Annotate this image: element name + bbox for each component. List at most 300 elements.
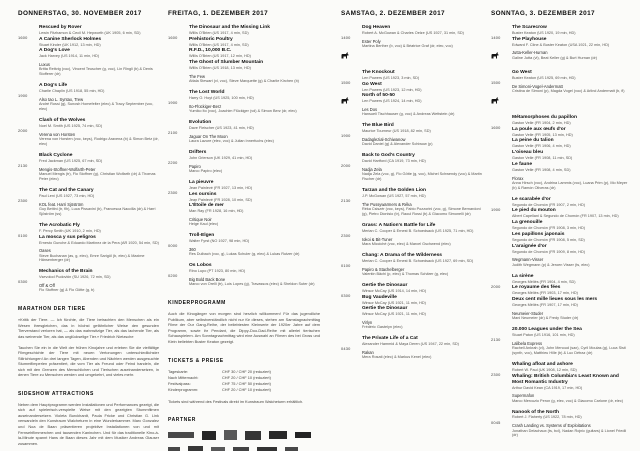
time-gutter — [491, 327, 512, 356]
film-title: Whaling afloat and ashore — [512, 361, 573, 367]
film-entry — [189, 233, 320, 244]
film-title: The Blue Bird — [362, 123, 394, 129]
film-entry — [39, 188, 159, 199]
live-music-act — [39, 97, 159, 112]
screening-time: 2000 — [18, 128, 28, 134]
section-paragraph: «Kritik der Tiere. — Ich fürchte, die Tiere betrachten den Menschen als ein Wesen ihresgleichen, das in höchst gefährlicher Weise den gesunden Tierverstand verloren hat, — als das wahnwitzige Tier, als das lachende Tier, als das weinende Tier, als das unglückselige Tier.» Friedrich Nietzsche — [18, 317, 159, 339]
film-title: La poule aux œufs d'or — [512, 126, 566, 132]
film-title: Rescued by Rover — [39, 25, 82, 30]
live-music-act — [362, 167, 482, 182]
music-act-credit: Judith Wegmann (p) & Jeroen Visser (ts, elec) — [512, 262, 590, 267]
time-gutter — [341, 70, 362, 117]
film-title: Deux cent mille lieues sous les mers — [512, 297, 598, 303]
music-act-credit: Res Dulbach (voc, g), Lukas Schuler (g, elec) & Lukas Rutzer (dr) — [189, 252, 300, 257]
music-act-name: Les Dos — [362, 107, 378, 113]
live-music-act — [362, 137, 482, 147]
program-slot — [491, 410, 631, 439]
info-section — [168, 358, 320, 405]
film-title: Mechanics of the Brain — [39, 269, 93, 275]
film-title: Bug Vaudeville — [362, 294, 397, 300]
kids-icon-wrap — [491, 46, 512, 64]
film-entry — [362, 223, 482, 234]
film-entry — [189, 150, 320, 161]
film-credit: Merian C. Cooper & Ernest B. Schoedsack (US 1927, 69 min, SD) — [362, 259, 474, 264]
program-slot — [341, 223, 482, 247]
film-entry — [512, 410, 631, 421]
film-entry — [512, 374, 631, 391]
film-credit: Willis O'Brien (US 1917, 4 min, SD) — [189, 30, 249, 35]
slot-body — [189, 25, 320, 84]
film-title: Troll-Elgen — [189, 233, 215, 239]
film-entry — [39, 83, 159, 94]
program-slot — [18, 25, 159, 77]
music-act-name: Big Bold Back Bone — [189, 277, 226, 283]
program-slot — [341, 153, 482, 182]
screening-time: 2130 — [491, 336, 501, 342]
screening-time: 1900 — [341, 133, 351, 139]
music-act-credit: Mera Rosati (elec) & Markus Kenel (elec) — [362, 355, 432, 360]
film-entry — [512, 232, 631, 243]
music-act-name: Supermafon — [512, 393, 535, 399]
live-music-act — [39, 248, 159, 263]
live-music-act — [39, 283, 159, 293]
film-entry — [512, 208, 631, 219]
film-title: Le pied du mouton — [512, 208, 556, 214]
slot-body — [512, 115, 631, 191]
film-credit: Gaston Velle (FR 1908, 11 min, SD) — [512, 156, 573, 161]
live-music-act — [189, 104, 320, 114]
screening-time: 0045 — [491, 419, 501, 425]
film-title: Go West — [512, 70, 532, 75]
music-act-name: KOL feat. Harri Sjöström — [39, 201, 84, 207]
program-slot — [168, 263, 320, 287]
time-gutter — [341, 188, 362, 217]
film-credit: Albert Capellani & Segundo de Chomón (FR 1907, 13 min, HD) — [512, 214, 619, 219]
film-title: La mosca y sus peligros — [39, 234, 96, 240]
music-act-credit: Mani Neumeier (dr) & Fredy Studer (dr) — [512, 316, 579, 321]
film-title: L'oiseau bleu — [512, 150, 544, 156]
live-music-act — [512, 84, 631, 94]
music-act-credit: Frédéric Gastelyn (elec) — [362, 325, 403, 330]
program-slot — [491, 197, 631, 268]
film-title: L'Étoile de mer — [189, 203, 224, 209]
program-slot — [18, 269, 159, 293]
music-act-credit: Attala Stewart (vl, voc), Steve Marquette (g) & Charlie Kirchen (b) — [189, 79, 299, 84]
film-credit: Gaston Velle (FR 1905, 13 min, HD) — [512, 132, 573, 137]
slot-body — [39, 269, 159, 293]
screening-time: 0000 — [168, 243, 178, 249]
live-music-act — [512, 176, 631, 191]
music-act-name: Ester Poly — [362, 38, 381, 44]
time-gutter — [491, 70, 512, 109]
screening-time: 1500 — [341, 80, 351, 85]
film-entry — [512, 220, 631, 231]
music-act-name: Iokoi & Bit-Tuner — [362, 236, 393, 242]
kinderprogramm-dog-icon — [341, 97, 349, 104]
program-slot — [18, 83, 159, 112]
film-credit: Winsor McCay (US 1921, 11 min, HD) — [362, 300, 426, 305]
music-act-name: Jutta-Keller-Hurnan — [512, 50, 548, 56]
time-gutter — [18, 188, 39, 217]
program-slot — [491, 362, 631, 404]
film-title: Le faune — [512, 161, 533, 167]
music-act-credit: Réka Csiszér (voc, keys), Fabio Pozzorini (voc, g), Simone Bernardoni (g), Pietro Dionisio (tr), Raoul Rossi (b) & Giacomo Simonelli (dr) — [362, 207, 481, 217]
kids-icon-wrap — [341, 91, 362, 109]
film-title: Os Lobos — [189, 263, 212, 269]
section-heading: SIDESHOW ATTRACTIONS — [18, 390, 94, 397]
film-entry — [189, 192, 320, 203]
screening-time: 2300 — [168, 189, 178, 195]
film-credit: Stuart Paton (US 1916, 101 min, HD) — [512, 332, 575, 337]
partner-logo — [224, 430, 237, 440]
slot-body — [362, 223, 482, 247]
time-gutter — [18, 25, 39, 77]
music-act-credit: Martina Berther (b, voc) & Béatrice Graf (dr, elec, voc) — [362, 44, 453, 49]
program-slot — [341, 25, 482, 64]
film-entry — [39, 269, 159, 280]
info-section — [168, 417, 320, 451]
music-act-name: Luxus — [39, 62, 50, 68]
music-act-credit: Marco Papiro (elec) — [189, 169, 223, 174]
film-credit: Stuart Kinder (UK 1912, 13 min, HD) — [39, 42, 101, 47]
program-slot — [341, 253, 482, 277]
film-title: A Canine Sherlock Holmes — [39, 36, 102, 42]
music-act-credit: Helge Kaul (elec) — [189, 222, 219, 227]
film-credit: Georges Méliès (FR 1903, 17 min, HD) — [512, 291, 578, 296]
film-title: Les oursins — [189, 191, 217, 197]
music-act-name: Florax — [512, 175, 524, 181]
section-heading: TICKETS & PREISE — [168, 357, 224, 364]
partner-logo-grid — [168, 430, 318, 451]
film-credit: Maurice Tourneur (US 1918, 82 min, SD) — [362, 129, 431, 134]
day-title: SAMSTAG, 2. DEZEMBER 2017 — [341, 10, 445, 17]
slot-body — [362, 123, 482, 147]
film-title: The Ghost of Slumber Mountain — [189, 60, 264, 66]
slot-body — [189, 90, 320, 114]
film-title: The Cat and the Canary — [39, 187, 94, 193]
film-entry — [512, 25, 631, 36]
day-column — [168, 10, 320, 451]
film-title: R.F.D., 10,000 B.C. — [189, 48, 232, 54]
screening-time: 2130 — [341, 198, 351, 204]
program-slot — [341, 283, 482, 330]
film-title: Nanook of the North — [512, 409, 560, 415]
ticket-price: CHF 20 / CHF 10 (reduziert) — [222, 374, 271, 380]
film-entry — [362, 295, 482, 306]
slot-body — [189, 180, 320, 227]
live-music-act — [189, 74, 320, 84]
program-slot — [18, 153, 159, 182]
film-entry — [362, 306, 482, 317]
slot-body — [189, 263, 320, 287]
film-entry — [362, 253, 482, 264]
film-entry — [189, 120, 320, 131]
music-act-credit: Cristina de Simoni (p), Magda Vogel (voc) & Arlind Andermatt (b, fl) — [512, 89, 625, 94]
music-act-name: Virlyn — [362, 320, 373, 326]
program-slot — [168, 180, 320, 227]
slot-body — [512, 274, 631, 321]
music-act-credit: Galine Jutta (vl), Beat Keller (g) & Burt Hurnan (dr) — [512, 55, 598, 60]
partner-logo — [269, 431, 287, 439]
film-credit: Noel M. Smith (US 1925, 74 min, SD) — [39, 124, 103, 129]
film-credit: Winsor McCay (US 1914, 14 min, HD) — [362, 288, 427, 293]
film-entry — [512, 285, 631, 296]
music-act-credit: Guy Bettini (tr, flh), Luca Pissavini (b), Francesca Naccilla (dr) & Harri Sjöström (ss) — [39, 206, 156, 216]
film-title: The Knockout — [362, 70, 395, 75]
music-act-name: Papiro & Stachelberger — [362, 266, 405, 272]
film-credit: Segundo de Chomón (FR 1909, 8 min, HD) — [512, 249, 586, 254]
film-title: La peine du talion — [512, 138, 554, 144]
film-credit: Len Powers (US 1923, 12 min, HD) — [362, 87, 422, 92]
film-credit: Arthur David Kean (CA 1919, 17 min, HD) — [512, 385, 583, 390]
music-act-credit: Hansueli Tischhauser (g, voc) & Andreas Wettstein (dr) — [362, 112, 455, 117]
film-credit: Alexander Hammid & Maya Deren (US 1947, 22 min, SD) — [362, 342, 459, 347]
kids-icon-wrap — [491, 91, 512, 109]
music-act-name: Wegmann-Visser — [512, 257, 544, 263]
time-gutter — [491, 362, 512, 404]
music-act-name: Oases — [39, 248, 51, 254]
music-act-name: Jaguar On The Moon — [189, 133, 228, 139]
music-act-name: Off & Off — [39, 283, 55, 289]
ticket-label: Nach Mitternacht: — [168, 374, 199, 380]
film-entry — [362, 93, 482, 104]
slot-body — [512, 410, 631, 439]
film-credit: Jack Harvey (US 1914, 11 min, HD) — [39, 54, 100, 59]
film-credit: Dave Fleischer (US 1923, 41 min, HD) — [189, 126, 254, 131]
time-gutter — [168, 263, 189, 287]
film-credit: Willis O'Brien (US 1917, 4 min, SD) — [189, 42, 249, 47]
day-column — [491, 10, 631, 444]
screening-time: 1600 — [168, 35, 178, 40]
film-credit: Walter Fyrst (NO 1927, 98 min, HD) — [189, 239, 250, 244]
music-act-credit: Anna Hirsch (voc), Andrina Lammis (voc), Luana Prim (p), Mo Meyer (b) & Ramón Oliveras (dr) — [512, 180, 628, 190]
program-slot — [491, 274, 631, 321]
music-act-credit: Marco Mercuzio Peron (g, elec, voc) & Giacomo Carlone (dr, elec) — [512, 398, 623, 403]
film-entry — [512, 37, 631, 48]
film-title: Evolution — [189, 120, 212, 126]
screening-time: 2130 — [18, 163, 28, 169]
music-act-name: Dadaglezial-Schiwanow — [362, 137, 406, 143]
music-act-name: Lalibela Express — [512, 340, 543, 346]
day-title: SONNTAG, 3. DEZEMBER 2017 — [491, 10, 595, 17]
film-entry — [512, 115, 631, 126]
film-title: Prehistoric Poultry — [189, 36, 233, 42]
screening-time: 1400 — [341, 35, 351, 40]
live-music-act — [362, 237, 482, 247]
partner-logo — [168, 447, 180, 451]
film-entry — [189, 203, 320, 214]
film-entry — [512, 327, 631, 338]
film-title: La sirène — [512, 273, 534, 279]
slot-body — [39, 153, 159, 182]
live-music-act — [39, 202, 159, 217]
time-gutter — [168, 90, 189, 114]
partner-logo — [295, 432, 311, 438]
film-credit: Merian C. Cooper & Ernest B. Schoedsack (US 1925, 71 min, HD) — [362, 229, 474, 234]
film-title: A Dog's Love — [39, 48, 70, 54]
music-act-credit: Steve Buchanan (as, g, elec), Emre Sarigöl (b, elec) & Maxime Hänsenberger (dr) — [39, 253, 145, 263]
film-credit: David Hartford (CA 1919, 73 min, HD) — [362, 159, 426, 164]
time-gutter — [18, 269, 39, 293]
program-slot — [168, 120, 320, 144]
film-entry — [512, 150, 631, 161]
film-title: Tarzan and the Golden Lion — [362, 188, 427, 194]
screening-time: 1400 — [491, 35, 501, 40]
music-act-credit: Verena von Horsten (voc, keys), Rodrigo Aravena (b) & Simon Betz (dr, elec) — [39, 137, 159, 147]
film-entry — [39, 25, 159, 36]
film-entry — [362, 153, 482, 164]
slot-body — [39, 25, 159, 77]
live-music-act — [39, 167, 159, 182]
film-title: 20.000 Leagues under the Sea — [512, 326, 582, 332]
kids-icon-wrap — [341, 46, 362, 64]
time-gutter — [341, 25, 362, 64]
screening-time: 0300 — [341, 293, 351, 298]
slot-body — [39, 223, 159, 264]
day-column — [341, 10, 482, 366]
film-entry — [512, 197, 631, 208]
film-entry — [39, 153, 159, 164]
film-credit: Fred Jackman (US 1925, 67 min, SD) — [39, 159, 103, 164]
film-title: Go West — [362, 81, 382, 87]
live-music-act — [362, 39, 482, 49]
live-music-act — [512, 311, 631, 321]
film-credit: Segundo de Chomón (FR 1907, 2 min, HD) — [512, 202, 586, 207]
ticket-label: Kinderprogramm: — [168, 386, 199, 392]
live-music-act — [362, 350, 482, 360]
music-act-name: The Pussywarmers & Réka — [362, 201, 412, 207]
music-act-credit: Rachell Ankrah (vl), John Menoud (sax), Cyril Moulas (g), Luca Sisti (synth, voc), Matthieu Hille (b) & Luc Détraz (dr) — [512, 346, 626, 355]
music-act-name: Crash Landing vs. Systems of Exploitations — [512, 423, 591, 429]
music-act-credit: Valentin Bächi (p, elec) & Thomas Schärer (g, elec) — [362, 272, 449, 277]
program-slot — [168, 150, 320, 174]
live-music-act — [362, 320, 482, 330]
film-credit: Robert J. Flaherty (US 1922, 78 min, HD) — [512, 415, 582, 420]
ticket-label: Festivalpass: — [168, 380, 191, 386]
time-gutter — [491, 274, 512, 321]
program-slot — [491, 70, 631, 109]
film-credit: Jean Painlevé (FR 1927, 13 min, HD) — [189, 185, 253, 190]
film-credit: Paul Leni (US 1927, 73 min, HD) — [39, 193, 95, 198]
film-title: The Dinosaur and the Missing Link — [189, 25, 270, 30]
film-credit: Segundo de Chomón (FR 1908, 5 min, SD) — [512, 237, 585, 242]
film-entry — [189, 60, 320, 71]
screening-time: 0200 — [168, 273, 178, 279]
ticket-price: CHF 75 / CHF 50 (reduziert) — [222, 380, 271, 386]
film-entry — [39, 37, 159, 48]
time-gutter — [18, 118, 39, 147]
live-music-act — [39, 62, 159, 77]
film-title: Gertie the Dinosaur — [362, 306, 408, 312]
film-title: Métamorphoses du papillon — [512, 115, 577, 120]
screening-time: 2000 — [491, 283, 501, 289]
partner-logo — [211, 447, 225, 451]
music-act-credit: Manuel Mengis (tr), Flo Stoffner (g), Christian Wolfarth (dr) & Thomas Peter (elec) — [39, 172, 156, 182]
film-entry — [362, 25, 482, 36]
film-entry — [512, 274, 631, 285]
slot-body — [362, 336, 482, 360]
film-title: Le scarabée d'or — [512, 196, 551, 202]
time-gutter — [341, 253, 362, 277]
day-title: FREITAG, 1. DEZEMBER 2017 — [168, 10, 269, 17]
film-entry — [362, 123, 482, 134]
time-gutter — [491, 197, 512, 268]
film-title: Grass: A Nation's Battle for Life — [362, 223, 436, 229]
film-entry — [512, 127, 631, 138]
live-music-act — [189, 277, 320, 287]
film-credit: Segundo de Chomón (FR 1908, 3 min, HD) — [512, 226, 586, 231]
film-credit: Gaston Velle (FR 1904, 2 min, HD) — [512, 120, 571, 125]
program-slot — [491, 25, 631, 64]
screening-time: 2300 — [18, 197, 28, 203]
film-entry — [39, 48, 159, 59]
film-credit: Robert A. McGowan & Charles Oelze (US 1927, 31 min, SD) — [362, 30, 464, 35]
music-act-name: Nadja Zela — [362, 167, 382, 173]
film-credit: Willis O'Brien (US 1918, 13 min, HD) — [189, 66, 251, 71]
program-slot — [18, 223, 159, 264]
film-credit: Gaston Velle (FR 1906, 4 min, HD) — [512, 144, 571, 149]
music-act-name: Mengis-Stoffner-Wolfarth-Peter — [39, 166, 96, 172]
music-act-credit: Mara Miccichè (voc, elec) & Marcel Gschwend (elec) — [362, 242, 451, 247]
film-title: The Scarecrow — [512, 25, 547, 30]
film-entry — [512, 70, 631, 81]
program-slot — [18, 118, 159, 147]
film-title: Whaling: British Columbia's Least Known and Most Romantic Industry — [512, 373, 619, 385]
film-credit: Len Powers (US 1924, 14 min, HD) — [362, 99, 422, 104]
film-title: Chang: A Drama of the Wilderness — [362, 253, 443, 259]
kinderprogramm-dog-icon — [341, 52, 349, 59]
film-title: Clash of the Wolves — [39, 118, 86, 124]
slot-body — [362, 283, 482, 330]
film-title: Le royaume des fées — [512, 285, 561, 291]
program-slot — [341, 123, 482, 147]
film-title: La grenouille — [512, 220, 543, 226]
film-credit: J.P. McGowan (US 1927, 57 min, HD) — [362, 194, 426, 199]
time-gutter — [18, 153, 39, 182]
time-gutter — [18, 83, 39, 112]
screening-time: 1500 — [491, 80, 501, 85]
music-act-name: 360 — [189, 247, 196, 253]
film-credit: Buster Keaton (US 1925, 69 min, HD) — [512, 75, 576, 80]
film-entry — [39, 235, 159, 246]
time-gutter — [491, 410, 512, 439]
screening-time: 1600 — [18, 35, 28, 40]
film-entry — [39, 223, 159, 234]
partner-logo — [245, 431, 261, 440]
screening-time: 1600 — [491, 125, 501, 130]
film-credit: Man Ray (FR 1928, 16 min, HD) — [189, 209, 244, 214]
live-music-act — [512, 393, 631, 403]
partner-logo — [168, 432, 194, 438]
slot-body — [512, 362, 631, 404]
live-music-act — [189, 134, 320, 144]
film-credit: F. Percy Smith (UK 1910, 2 min, HD) — [39, 228, 101, 233]
section-paragraph: Auch die Kinogänger von morgen sind herzlich willkommen! Für das jugendliche Publikum, aber selbstverständlich nicht nur für dieses, stehen am Samstagnachmittag Filme der Our Gang-Reihe, der beliebtesten Kleinserie der 1920er Jahre auf dem Programm, sowie ihr Pendant, die Dippy-Doo-Dad-Reihe mit allerlei tierischen Schauspielern. Am Sonntagnachmittag wird eine Auswahl an Filmen des bei Gross und Klein beliebten Buster Keaton gezeigt. — [168, 311, 320, 344]
music-act-credit: André Rossi (g), Sunosh Homefelter (elec) & Tracy September (voc, elec) — [39, 102, 154, 112]
film-credit: Vsevolod Pudovkin (SU 1926, 72 min, SD) — [39, 275, 111, 280]
film-title: The Playhouse — [512, 36, 547, 42]
slot-body — [39, 188, 159, 217]
film-entry — [189, 37, 320, 48]
slot-body — [189, 150, 320, 174]
film-credit: Rino Lupo (PT 1923, 80 min, HD) — [189, 269, 246, 274]
music-act-credit: Marco von Orelli (tr), Luís Lopes (g), Travassos (elec) & Sheldon Suter (dr) — [189, 282, 315, 287]
time-gutter — [341, 153, 362, 182]
live-music-act — [189, 164, 320, 174]
program-slot — [341, 188, 482, 217]
music-act-name: De Simoni-Vogel-Andermatt — [512, 83, 563, 89]
film-credit: Buster Keaton (US 1920, 19 min, HD) — [512, 30, 576, 35]
